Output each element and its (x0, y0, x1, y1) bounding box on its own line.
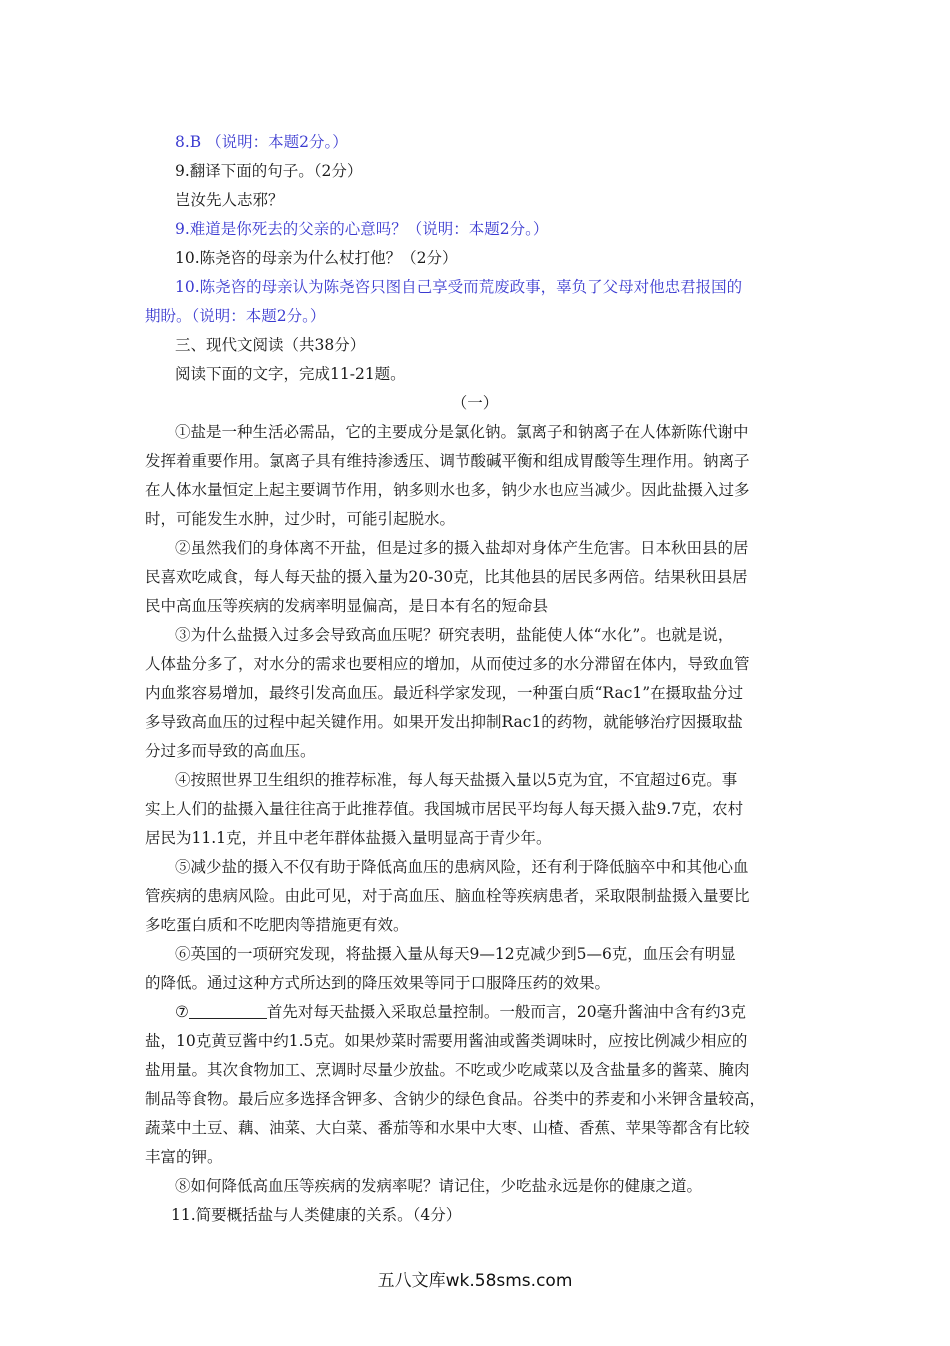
document-content (145, 128, 805, 1230)
paragraph-line: 实上人们的盐摄入量往往高于此推荐值。我国城市居民平均每人每天摄入盐9.7克，农村 (145, 800, 744, 818)
paragraph-line: 民喜欢吃咸食，每人每天盐的摄入量为20-30克，比其他县的居民多两倍。结果秋田县居 (145, 568, 748, 586)
paragraph-6 (145, 940, 805, 998)
paragraph-line: 发挥着重要作用。氯离子具有维持渗透压、调节酸碱平衡和组成胃酸等生理作用。钠离子 (145, 452, 750, 470)
paragraph-5 (145, 853, 805, 940)
paragraph-line: 内血浆容易增加，最终引发高血压。最近科学家发现，一种蛋白质“Rac1”在摄取盐分过 (145, 684, 744, 702)
question-9: 9.翻译下面的句子。（2分） (175, 162, 363, 180)
paragraph-7-first-line (175, 998, 805, 1027)
fill-in-blank (189, 1002, 267, 1019)
paragraph-line: ②虽然我们的身体离不开盐，但是过多的摄入盐却对身体产生危害。日本秋田县的居 (175, 539, 749, 557)
paragraph-7 (145, 998, 805, 1172)
paragraph-line: 人体盐分多了，对水分的需求也要相应的增加，从而使过多的水分滞留在体内，导致血管 (145, 655, 750, 673)
paragraph-line: 分过多而导致的高血压。 (145, 742, 316, 760)
question-10: 10.陈尧咨的母亲为什么杖打他？（2分） (175, 249, 458, 267)
paragraph-7-after-blank: 首先对每天盐摄入采取总量控制。一般而言，20毫升酱油中含有约3克 (266, 1003, 746, 1021)
paragraph-line: 时，可能发生水肿，过少时，可能引起脱水。 (145, 510, 456, 528)
paragraph-7-lines (145, 1027, 805, 1172)
paragraph-line: ①盐是一种生活必需品，它的主要成分是氯化钠。氯离子和钠离子在人体新陈代谢中 (175, 423, 749, 441)
answer-8: 8.B （说明：本题2分。） (175, 133, 348, 151)
paragraph-line: 蔬菜中土豆、藕、油菜、大白菜、番茄等和水果中大枣、山楂、香蕉、苹果等都含有比较 (145, 1119, 750, 1137)
part-label: （一） (451, 394, 499, 412)
paragraph-line: 在人体水量恒定上起主要调节作用，钠多则水也多，钠少水也应当减少。因此盐摄入过多 (145, 481, 750, 499)
paragraph-line: 丰富的钾。 (145, 1148, 223, 1166)
question-11: 11.简要概括盐与人类健康的关系。（4分） (171, 1206, 462, 1224)
paragraph-2 (145, 534, 805, 621)
paragraph-line: ③为什么盐摄入过多会导致高血压呢？研究表明，盐能使人体“水化”。也就是说， (175, 626, 734, 644)
footer-watermark: 五八文库wk.58sms.com (377, 1271, 573, 1291)
paragraph-line: 盐用量。其次食物加工、烹调时尽量少放盐。不吃或少吃咸菜以及含盐量多的酱菜、腌肉 (145, 1061, 750, 1079)
paragraph-line: 制品等食物。最后应多选择含钾多、含钠少的绿色食品。谷类中的荞麦和小米钾含量较高， (145, 1090, 766, 1108)
paragraph-line: 民中高血压等疾病的发病率明显偏高，是日本有名的短命县 (145, 597, 549, 615)
paragraph-1 (145, 418, 805, 534)
passage-paragraphs (145, 418, 805, 998)
paragraph-line: 盐，10克黄豆酱中约1.5克。如果炒菜时需要用酱油或酱类调味时，应按比例减少相应的 (145, 1032, 748, 1050)
paragraph-line: 居民为11.1克，并且中老年群体盐摄入量明显高于青少年。 (145, 829, 552, 847)
section-heading: 三、现代文阅读（共38分） (175, 336, 366, 354)
answer-10-line-1: 10.陈尧咨的母亲认为陈尧咨只图自己享受而荒废政事，辜负了父母对他忠君报国的 (175, 278, 743, 296)
paragraph-4 (145, 766, 805, 853)
paragraph-line: ④按照世界卫生组织的推荐标准，每人每天盐摄入量以5克为宜，不宜超过6克。事 (175, 771, 738, 789)
section-instruction: 阅读下面的文字，完成11-21题。 (175, 365, 406, 383)
paragraph-line: ⑥英国的一项研究发现，将盐摄入量从每天9—12克减少到5—6克，血压会有明显 (175, 945, 736, 963)
paragraph-line: 管疾病的患病风险。由此可见，对于高血压、脑血栓等疾病患者，采取限制盐摄入量要比 (145, 887, 750, 905)
paragraph-line: ⑤减少盐的摄入不仅有助于降低高血压的患病风险，还有利于降低脑卒中和其他心血 (175, 858, 749, 876)
question-9-sentence: 岂汝先人志邪？ (175, 191, 284, 209)
paragraph-line: 多导致高血压的过程中起关键作用。如果开发出抑制Rac1的药物，就能够治疗因摄取盐 (145, 713, 743, 731)
paragraph-line: 的降低。通过这种方式所达到的降压效果等同于口服降压药的效果。 (145, 974, 611, 992)
paragraph-7-lead: ⑦ (175, 1003, 189, 1021)
paragraph-3 (145, 621, 805, 766)
paragraph-line: 多吃蛋白质和不吃肥肉等措施更有效。 (145, 916, 409, 934)
answer-10-line-2: 期盼。（说明：本题2分。） (145, 307, 326, 325)
paragraph-8: ⑧如何降低高血压等疾病的发病率呢？请记住，少吃盐永远是你的健康之道。 (175, 1177, 703, 1195)
answer-9: 9.难道是你死去的父亲的心意吗？（说明：本题2分。） (175, 220, 549, 238)
